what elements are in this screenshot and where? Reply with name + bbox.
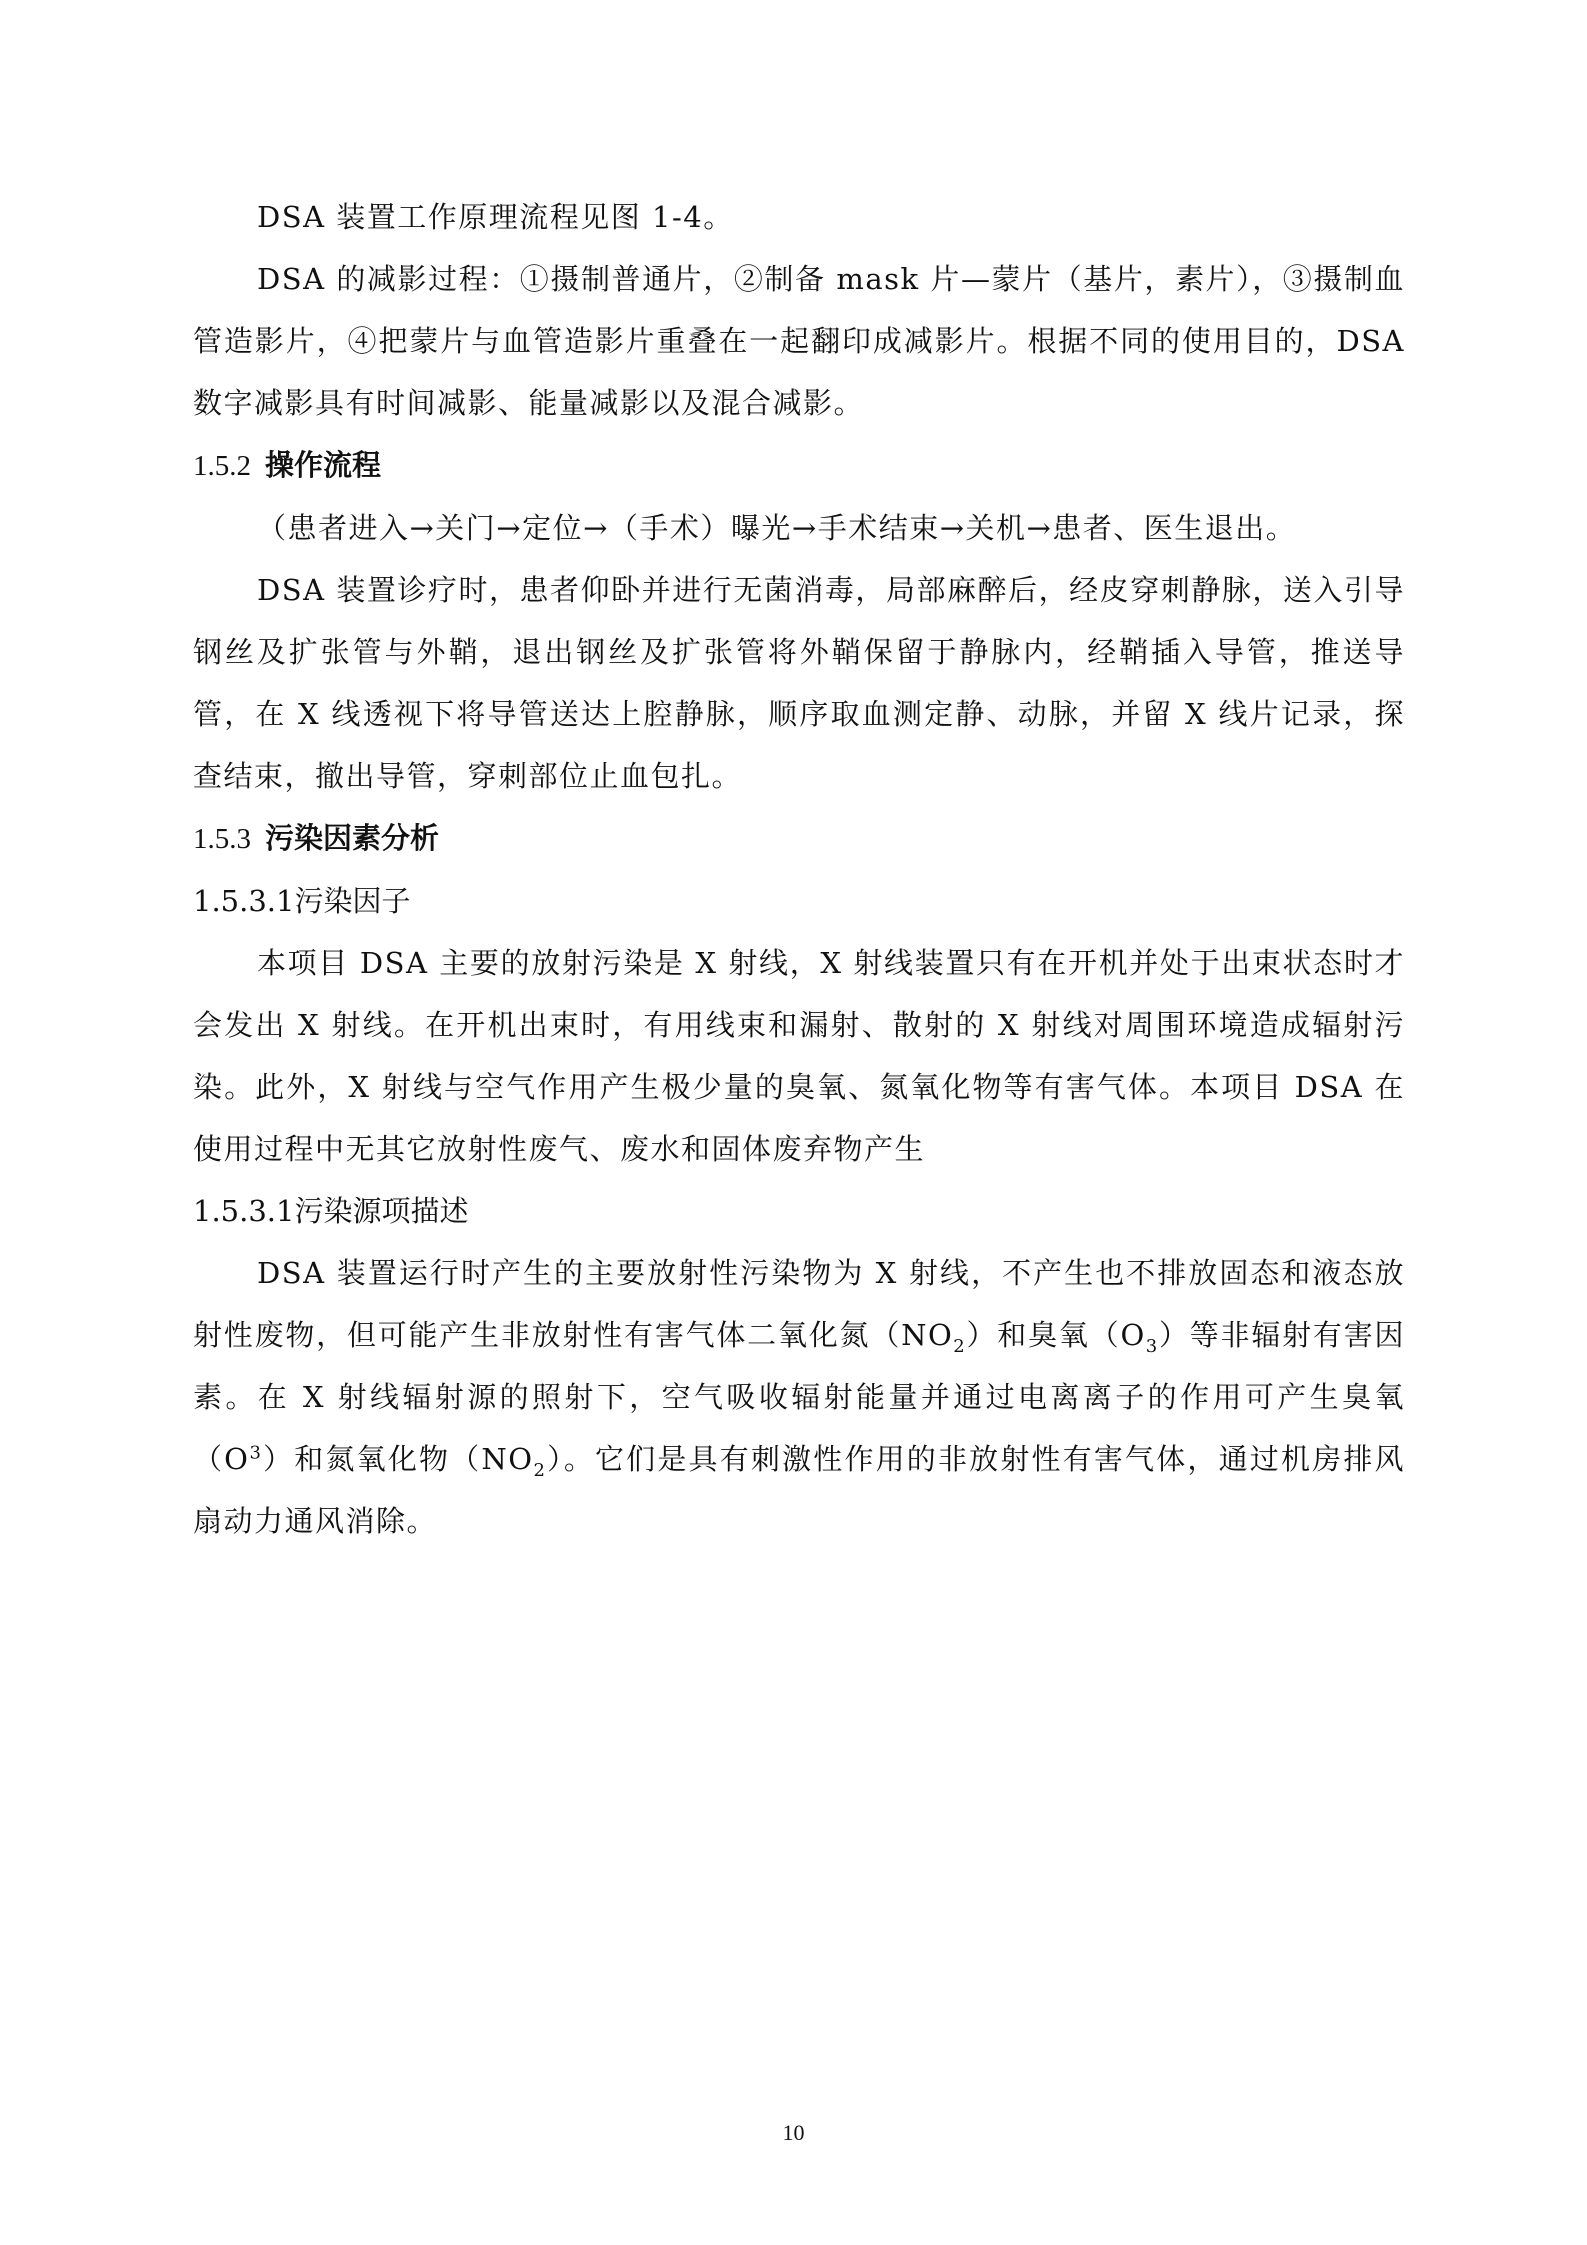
heading-title: 操作流程 [265, 448, 382, 482]
paragraph-pollution-factors: 本项目 DSA 主要的放射污染是 X 射线，X 射线装置只有在开机并处于出束状态时才会发出 X 射线。在开机出束时，有用线束和漏射、散射的 X 射线对周围环境造成辐射污染。此外，X 射线与空气作用产生极少量的臭氧、氮氧化物等有害气体。本项目 DSA 在使用过程中无其它放射性废气、废水和固体废弃物产生 [193, 946, 1405, 1166]
heading-title: 污染因素分析 [265, 821, 440, 855]
heading-1-5-3-1-source-description: 1.5.3.1污染源项描述 [193, 1194, 469, 1228]
heading-1-5-2 [193, 434, 1405, 497]
page-content [193, 186, 1405, 1552]
heading-1-5-3-1-pollution-factors: 1.5.3.1污染因子 [193, 884, 411, 918]
subscript: 2 [533, 1459, 547, 1481]
text-segment: ）。它们是具有刺激性作用的非放射性有害气体，通过机房排风扇动力通风消除。 [193, 1442, 1405, 1538]
heading-1-5-3 [193, 807, 1405, 870]
paragraph-source-description [193, 1242, 1405, 1552]
subscript: 2 [953, 1335, 967, 1357]
paragraph-flow-ref: DSA 装置工作原理流程见图 1-4。 [257, 200, 734, 234]
text-segment: DSA 装置运行时产生的主要放射性污染物为 X 射线，不产生也不排放固态和液态放射性废物，但可能产生非放射性有害气体二氧化氮（NO [193, 1256, 1405, 1352]
page-number: 10 [782, 2120, 805, 2145]
paragraph-procedure-description: DSA 装置诊疗时，患者仰卧并进行无菌消毒，局部麻醉后，经皮穿刺静脉，送入引导钢丝及扩张管与外鞘，退出钢丝及扩张管将外鞘保留于静脉内，经鞘插入导管，推送导管，在 X 线透视下将导管送达上腔静脉，顺序取血测定静、动脉，并留 X 线片记录，探查结束，撤出导管，穿刺部位止血包扎。 [193, 573, 1405, 793]
paragraph-operation-steps: （患者进入→关门→定位→（手术）曝光→手术结束→关机→患者、医生退出。 [257, 511, 1297, 545]
heading-number: 1.5.3 [193, 823, 251, 855]
subscript: 3 [1145, 1335, 1159, 1357]
heading-number: 1.5.2 [193, 450, 251, 482]
superscript: 3 [249, 1442, 263, 1464]
text-segment: ）和臭氧（O [966, 1318, 1146, 1352]
paragraph-subtraction-process: DSA 的减影过程：①摄制普通片，②制备 mask 片—蒙片（基片，素片），③摄制血管造影片，④把蒙片与血管造影片重叠在一起翻印成减影片。根据不同的使用目的，DSA 数字减影具有时间减影、能量减影以及混合减影。 [193, 262, 1405, 420]
text-segment: ）和氮氧化物（NO [262, 1442, 534, 1476]
text-segment: ）等非辐射有害因素。在 X 射线辐射源的照射下，空气吸收辐射能量并通过电离离子的作用可产生臭氧（O [193, 1318, 1405, 1476]
